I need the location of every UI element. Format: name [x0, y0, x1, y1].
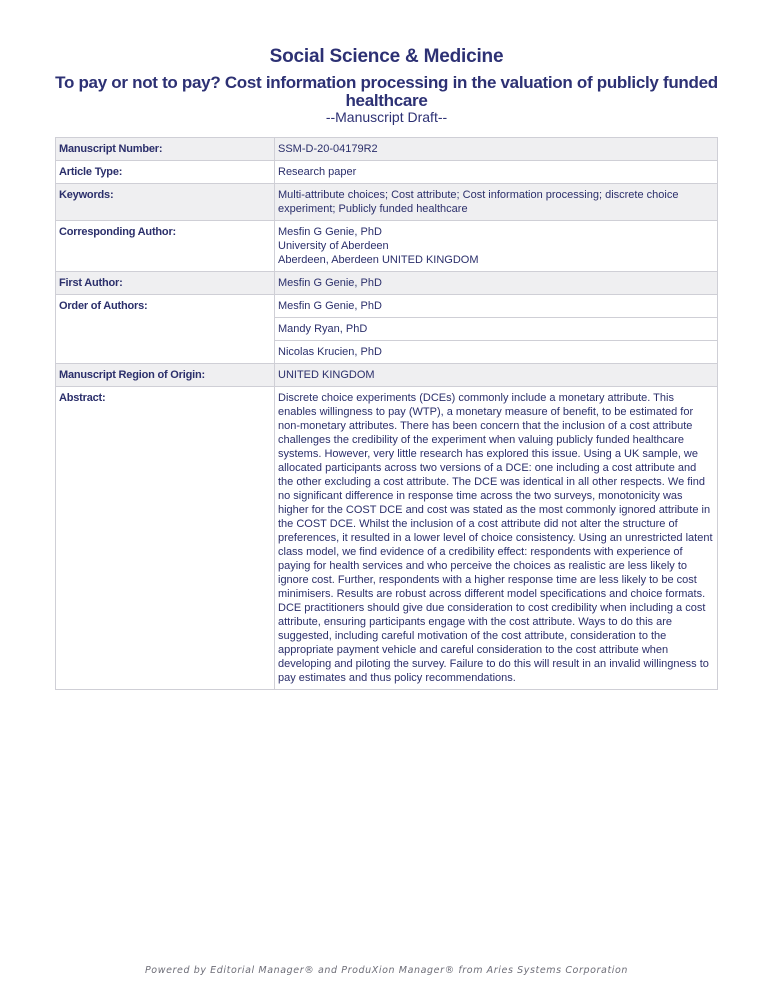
row-abstract: [56, 387, 718, 690]
author-1: Mesfin G Genie, PhD: [275, 295, 718, 318]
order-of-authors-label: Order of Authors:: [56, 295, 275, 364]
row-region: [56, 364, 718, 387]
corresponding-author-name: Mesfin G Genie, PhD: [278, 226, 382, 238]
footer-credit: Powered by Editorial Manager® and ProduXion Manager® from Aries Systems Corporation: [144, 965, 629, 976]
corresponding-author-label: Corresponding Author:: [56, 221, 275, 272]
journal-name: Social Science & Medicine: [269, 46, 504, 67]
author-2: Mandy Ryan, PhD: [275, 318, 718, 341]
first-author-value: Mesfin G Genie, PhD: [275, 272, 718, 295]
corresponding-author-institution: University of Aberdeen: [278, 240, 389, 252]
row-order-of-authors: [56, 295, 718, 318]
region-label: Manuscript Region of Origin:: [56, 364, 275, 387]
abstract-text: Discrete choice experiments (DCEs) commonly include a monetary attribute. This enables willingness to pay (WTP), a monetary measure of benefit, to be estimated for non-monetary attributes. There has been concern that the inclusion of a cost attribute challenges the credibility of the experiment when valuing publicly funded healthcare systems. However, very little research has explored this issue. Using a UK sample, we allocated participants across two versions of a DCE: one including a cost attribute and the other excluding a cost attribute. The DCE was identical in all other respects. We find no significant difference in response time across the two surveys, monotonicity was higher for the COST DCE and cost was stated as the most commonly ignored attribute in the COST DCE. Whilst the inclusion of a cost attribute did not alter the structure of preferences, it resulted in a lower level of choice consistency. Using an unrestricted latent class model, we find evidence of a credibility effect: respondents with experience of paying for health services and who perceive the choices as realistic are less likely to ignore cost. Further, respondents with a higher response time are less likely to be cost minimisers. Results are robust across different model specifications and choice formats. DCE practitioners should give due consideration to cost credibility when including a cost attribute, ensuring participants engage with the cost attribute. Ways to do this are suggested, including careful motivation of the cost attribute, consideration to the appropriate payment vehicle and careful consideration to the cost attribute when developing and piloting the survey. Failure to do this will result in an invalid willingness to pay estimates and thus policy recommendations.: [275, 387, 718, 690]
corresponding-author-value: [275, 221, 718, 272]
manuscript-number-label: Manuscript Number:: [56, 138, 275, 161]
article-type-label: Article Type:: [56, 161, 275, 184]
row-keywords: [56, 184, 718, 221]
row-article-type: [56, 161, 718, 184]
draft-label: --Manuscript Draft--: [325, 109, 448, 125]
manuscript-number-value: SSM-D-20-04179R2: [275, 138, 718, 161]
keywords-label: Keywords:: [56, 184, 275, 221]
manuscript-info-table: [55, 137, 718, 690]
manuscript-title: To pay or not to pay? Cost information processing in the valuation of publicly funded healthcare: [55, 73, 718, 110]
row-first-author: [56, 272, 718, 295]
region-value: UNITED KINGDOM: [275, 364, 718, 387]
first-author-label: First Author:: [56, 272, 275, 295]
keywords-value: Multi-attribute choices; Cost attribute; Cost information processing; discrete choice experiment; Publicly funded healthcare: [275, 184, 718, 221]
article-type-value: Research paper: [275, 161, 718, 184]
row-manuscript-number: [56, 138, 718, 161]
abstract-label: Abstract:: [56, 387, 275, 690]
row-corresponding-author: [56, 221, 718, 272]
author-3: Nicolas Krucien, PhD: [275, 341, 718, 364]
corresponding-author-location: Aberdeen, Aberdeen UNITED KINGDOM: [278, 254, 479, 266]
